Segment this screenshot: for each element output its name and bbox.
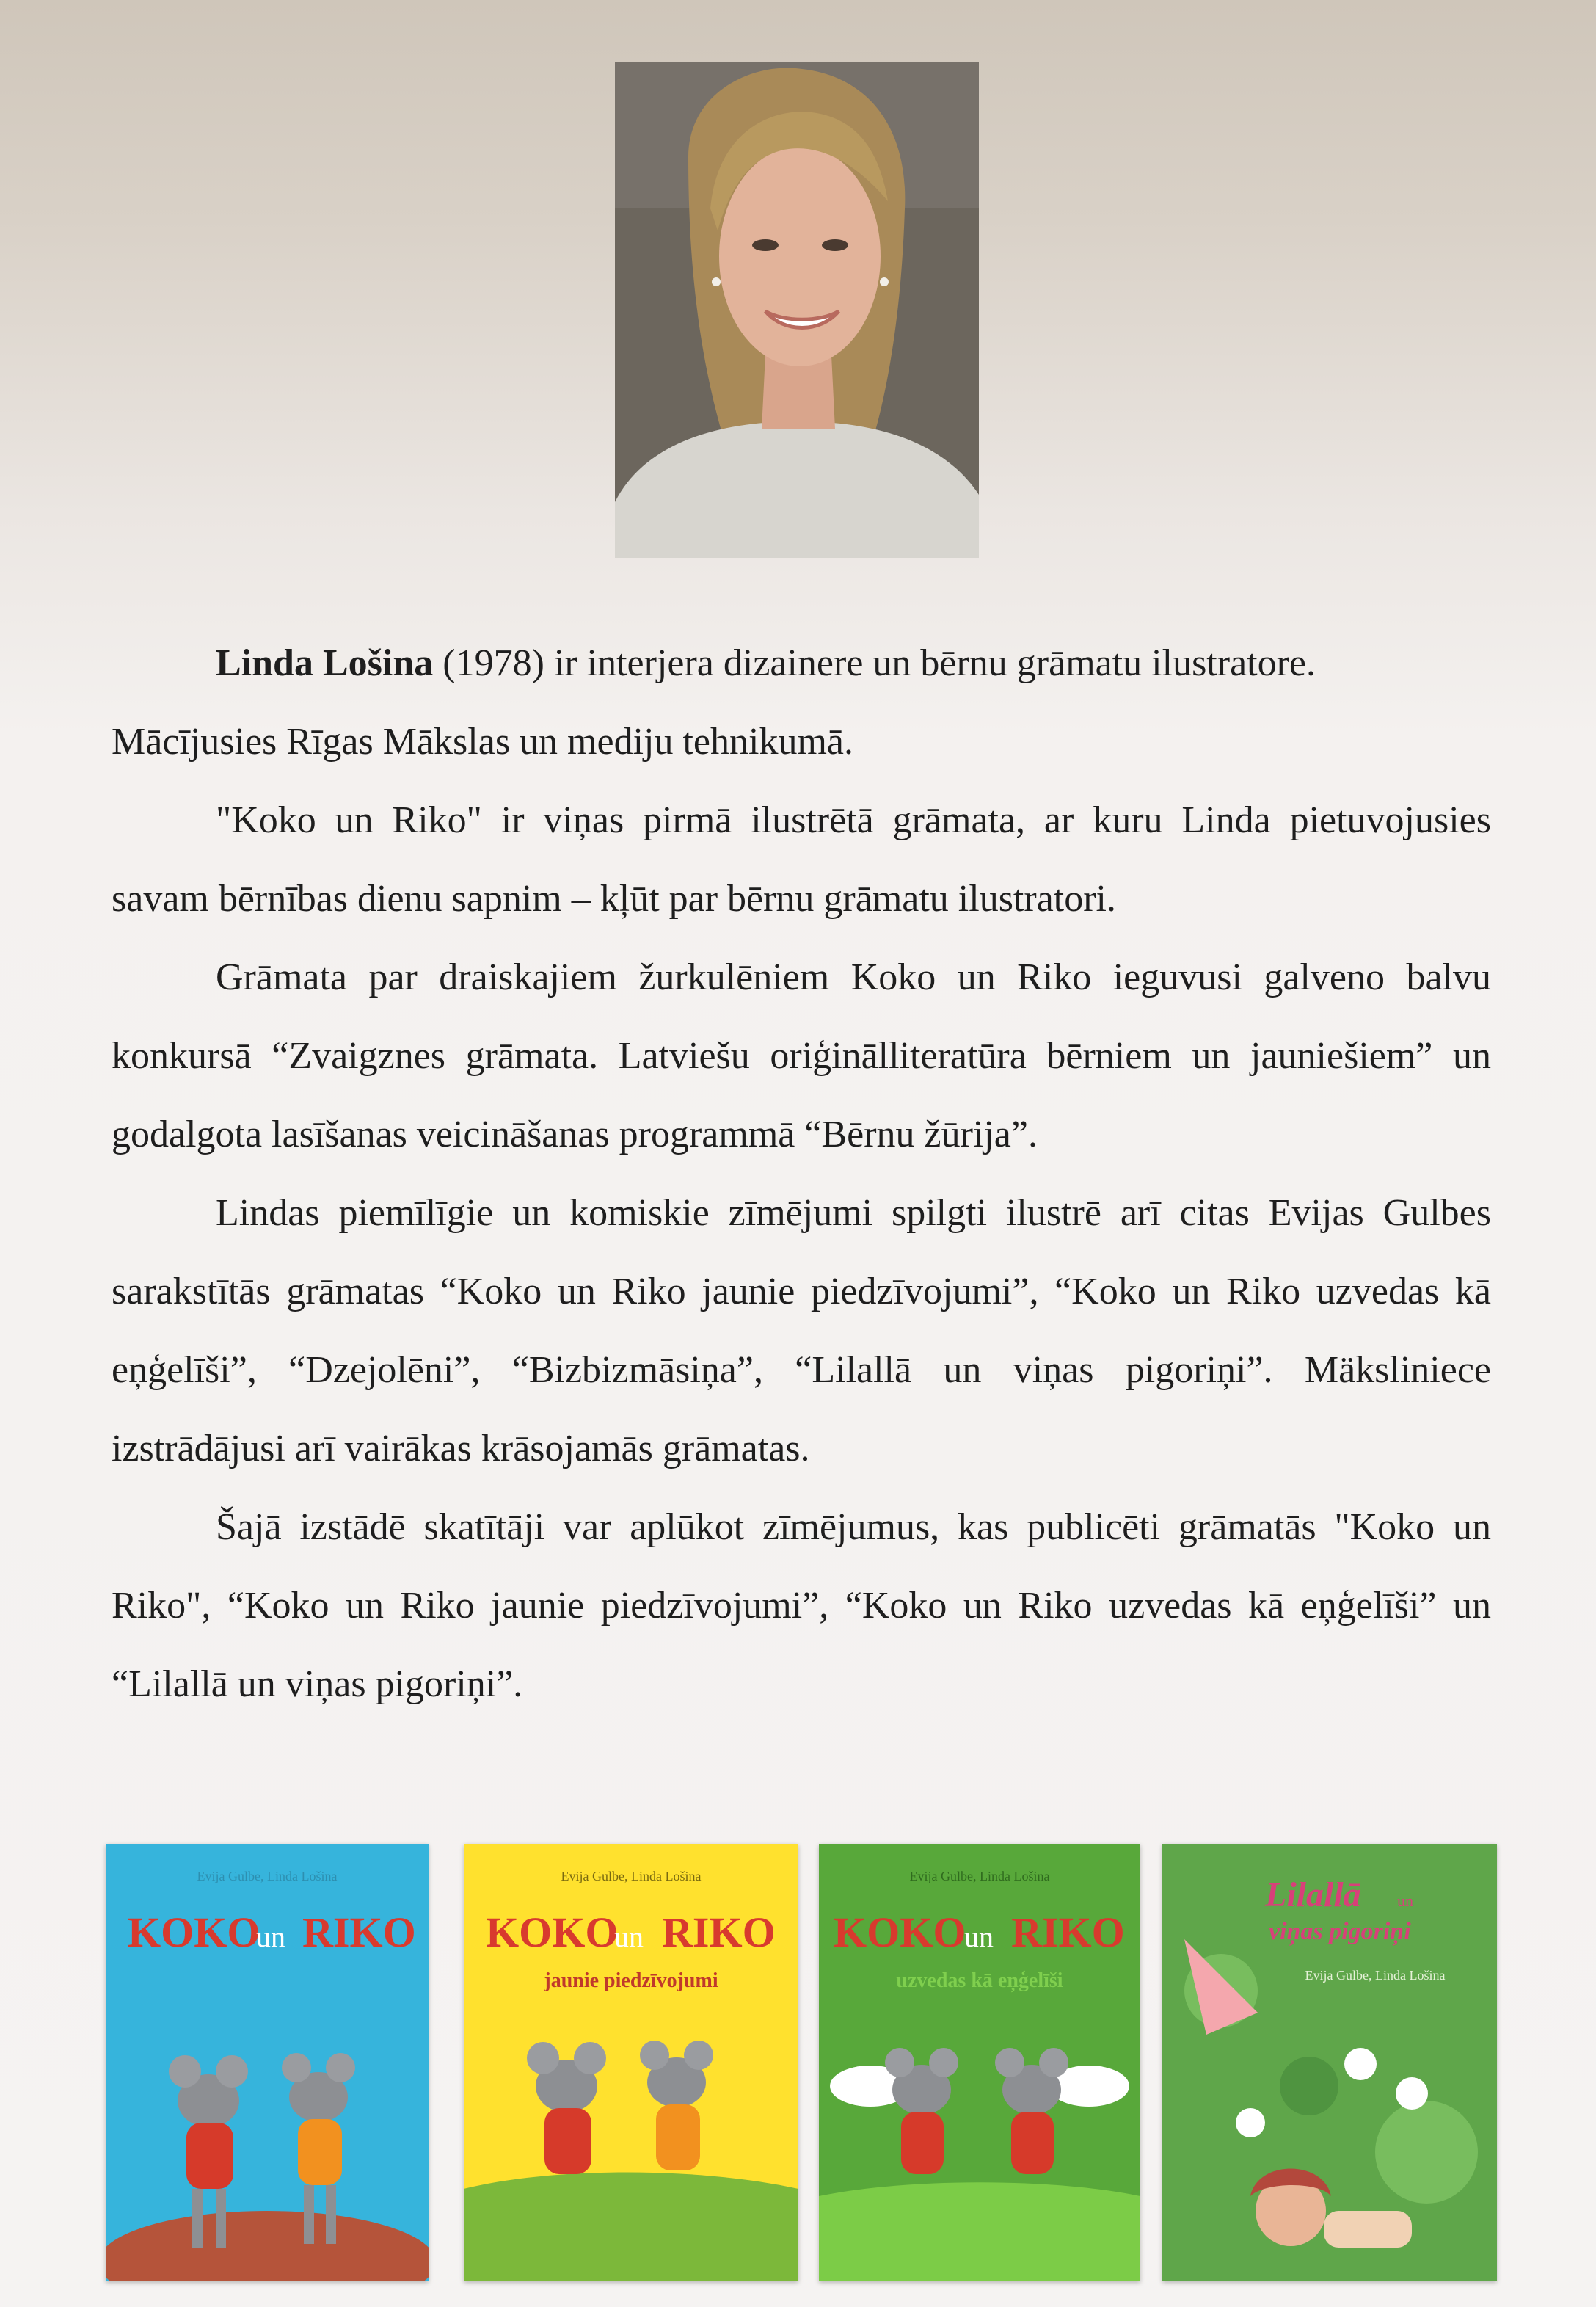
- bio-paragraph-3: Grāmata par draiskajiem žurkulēniem Koko un Riko ieguvusi galveno balvu konkursā “Zvaigznes grāmata. Latviešu oriģinālliteratūra bērniem un jauniešiem” un godalgota lasīšanas veicināšanas programmā “Bērnu žūrija”.: [112, 956, 1491, 1155]
- cover-2-title-a: KOKO: [486, 1908, 619, 1956]
- cover-3-authors: Evija Gulbe, Linda Lošina: [909, 1869, 1050, 1883]
- bio-paragraph-5: Šajā izstādē skatītāji var aplūkot zīmējumus, kas publicēti grāmatās "Koko un Riko", “Koko un Riko jaunie piedzīvojumi”, “Koko un Riko uzvedas kā eņģelīši” un “Lilallā un viņas pigoriņi”.: [112, 1506, 1491, 1705]
- cover-1-title-a: KOKO: [128, 1908, 260, 1956]
- portrait-photo: [615, 62, 979, 558]
- cover-3-title-mid: un: [964, 1920, 994, 1953]
- cover-1-title-b: RIKO: [302, 1908, 416, 1956]
- bio-paragraph-1b: Mācījusies Rīgas Mākslas un mediju tehnikumā.: [112, 721, 853, 763]
- cover-2-authors: Evija Gulbe, Linda Lošina: [561, 1869, 702, 1883]
- artist-name: Linda Lošina: [216, 642, 434, 684]
- book-cover-koko-un-riko-uzvedas-ka-engelisi: [819, 1844, 1140, 2281]
- book-cover-lilalla-un-vinas-pigorini: [1162, 1844, 1497, 2281]
- bio-paragraph-4: Lindas piemīlīgie un komiskie zīmējumi spilgti ilustrē arī citas Evijas Gulbes sarakstītās grāmatas “Koko un Riko jaunie piedzīvojumi”, “Koko un Riko uzvedas kā eņģelīši”, “Dzejolēni”, “Bizbizmāsiņa”, “Lilallā un viņas pigoriņi”. Mäksliniece izstrādājusi arī vairākas krāsojamās grāmatas.: [112, 1192, 1491, 1469]
- cover-2-title-b: RIKO: [662, 1908, 776, 1956]
- bio-paragraph-1: [112, 624, 1491, 702]
- book-cover-koko-un-riko: [106, 1844, 429, 2281]
- cover-3-title-b: RIKO: [1011, 1908, 1125, 1956]
- cover-2-title-mid: un: [614, 1920, 644, 1953]
- cover-3-title-a: KOKO: [834, 1908, 966, 1956]
- bio-paragraph-2: "Koko un Riko" ir viņas pirmā ilustrētā grāmata, ar kuru Linda pietuvojusies savam bērnības dienu sapnim – kļūt par bērnu grāmatu ilustratori.: [112, 799, 1491, 920]
- cover-4-title-b: viņas pigoriņi: [1269, 1918, 1411, 1945]
- biography-text: [112, 624, 1491, 1723]
- book-covers-row: [0, 1844, 1596, 2284]
- cover-4-authors: Evija Gulbe, Linda Lošina: [1305, 1968, 1446, 1983]
- cover-1-authors: Evija Gulbe, Linda Lošina: [197, 1869, 338, 1883]
- book-cover-koko-un-riko-jaunie-piedzivojumi: [464, 1844, 798, 2281]
- cover-4-title-mid: un: [1397, 1892, 1413, 1910]
- cover-1-title-mid: un: [256, 1920, 285, 1953]
- bio-paragraph-1-text: (1978) ir interjera dizainere un bērnu grāmatu ilustratore.: [433, 642, 1316, 684]
- cover-2-subtitle: jaunie piedzīvojumi: [544, 1969, 718, 1992]
- cover-4-title-a: Lilallā: [1265, 1875, 1361, 1914]
- portrait-illustration: [615, 62, 979, 558]
- cover-3-subtitle: uzvedas kā eņģelīši: [896, 1969, 1063, 1992]
